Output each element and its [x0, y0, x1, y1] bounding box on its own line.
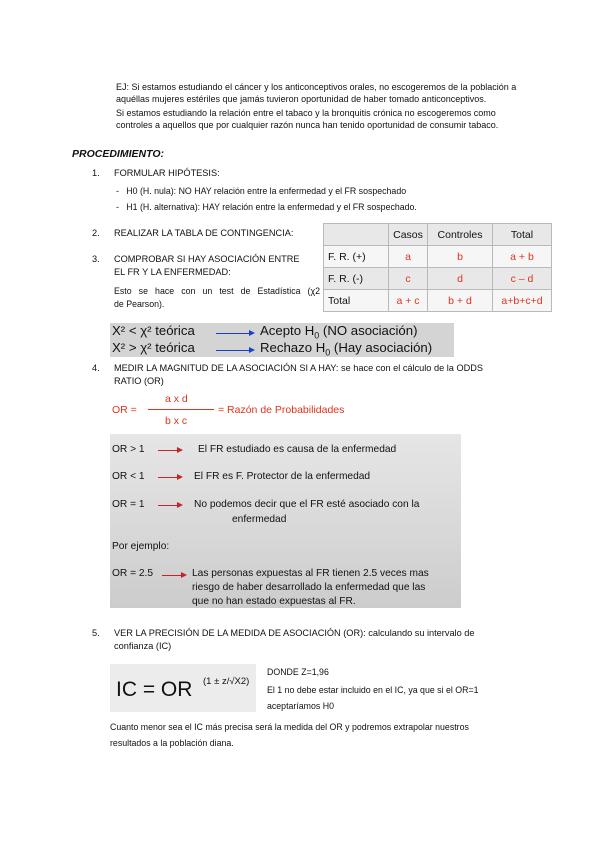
step-title-cont: RATIO (OR) [114, 376, 164, 386]
table-header-cell: Total [493, 224, 552, 246]
arrowhead-icon [249, 330, 255, 336]
table-cell: a [389, 246, 428, 268]
or-label: OR = 1 [112, 499, 145, 510]
subscript: 0 [325, 347, 331, 358]
intro-line: EJ: Si estamos estudiando el cáncer y los anticonceptivos orales, no escogeremos de la población a [116, 82, 517, 92]
table-row-label: F. R. (+) [324, 246, 389, 268]
or-meaning-cont: riesgo de haber desarrollado la enfermedad que las [192, 582, 426, 593]
or-meaning: Las personas expuestas al FR tienen 2.5 veces mas [192, 568, 429, 579]
table-cell: b [428, 246, 493, 268]
or-numerator: a x d [165, 393, 188, 405]
table-cell: a+b+c+d [493, 290, 552, 312]
step-4 [92, 362, 483, 388]
step-2 [92, 227, 293, 240]
conclusion [110, 721, 469, 750]
table-cell: b + d [428, 290, 493, 312]
chi-result [260, 340, 432, 361]
result-text: Acepto H [260, 323, 315, 338]
or-formula [110, 393, 345, 427]
or-meaning: El FR estudiado es causa de la enfermedad [198, 444, 397, 455]
ic-formula-exponent: (1 ± z/√X2) [203, 676, 250, 687]
or-interpretation-box [110, 434, 461, 608]
table-row-label: Total [324, 290, 389, 312]
table-cell: c [389, 268, 428, 290]
step-3-desc [114, 285, 320, 311]
step-title: COMPROBAR SI HAY ASOCIACIÓN ENTRE [114, 254, 300, 264]
result-text: (Hay asociación) [330, 340, 433, 355]
bullet-dash: - [116, 202, 127, 212]
table-cell: c – d [493, 268, 552, 290]
intro-paragraph [116, 81, 516, 131]
ic-formula-main: IC = OR [116, 678, 193, 701]
step-number: 3. [92, 254, 100, 264]
table-cell: d [428, 268, 493, 290]
ic-formula-box [110, 664, 256, 712]
or-denominator: b x c [165, 415, 188, 427]
chi-row-accept [110, 323, 454, 340]
result-text: (NO asociación) [319, 323, 418, 338]
step-title-cont: EL FR Y LA ENFERMEDAD: [114, 267, 231, 277]
table-cell: a + b [493, 246, 552, 268]
arrow-icon [216, 333, 250, 334]
note-line: aceptaríamos H0 [267, 701, 334, 711]
step-title-cont: confianza (IC) [114, 641, 172, 651]
arrowhead-icon [177, 474, 183, 480]
arrow-icon [216, 350, 250, 351]
h0-text: H0 (H. nula): NO HAY relación entre la enfermedad y el FR sospechado [126, 186, 407, 196]
arrowhead-icon [249, 347, 255, 353]
intro-line: controles a aquellos que por cualquier razón nunca han tenido oportunidad de consumir tabaco. [116, 120, 499, 130]
arrowhead-icon [177, 447, 183, 453]
desc-line: Esto se hace con un test de Estadística (χ2 [114, 286, 320, 296]
donde-line: DONDE Z=1,96 [267, 667, 329, 677]
step-title: MEDIR LA MAGNITUD DE LA ASOCIACIÓN SI A HAY: se hace con el cálculo de la ODDS [114, 363, 483, 373]
conclusion-line: Cuanto menor sea el IC más precisa será la medida del OR y podremos extrapolar nuestros [110, 722, 469, 732]
intro-line: aquéllas mujeres estériles que jamás tuvieron oportunidad de haber tomado anticonceptivos. [116, 94, 487, 104]
step-3 [92, 253, 299, 279]
note-line: El 1 no debe estar incluido en el IC, ya que si el OR=1 [267, 685, 479, 695]
or-label: OR = 2.5 [112, 568, 154, 579]
chi-square-box [110, 323, 454, 357]
step-number: 4. [92, 363, 100, 373]
hypothesis-h1 [116, 201, 417, 214]
result-text: Rechazo H [260, 340, 326, 355]
step-title: VER LA PRECISIÓN DE LA MEDIDA DE ASOCIACIÓN (OR): calculando su intervalo de [114, 628, 475, 638]
conclusion-line: resultados a la población diana. [110, 738, 234, 748]
step-1 [92, 167, 220, 180]
or-meaning-cont: que no han estado expuestas al FR. [192, 596, 356, 607]
or-lhs: OR = [112, 404, 137, 416]
arrow-icon [158, 505, 178, 506]
table-row-label: F. R. (-) [324, 268, 389, 290]
subscript: 0 [314, 330, 320, 341]
table-header-cell: Casos [389, 224, 428, 246]
or-label: OR < 1 [112, 471, 145, 482]
arrowhead-icon [181, 572, 187, 578]
step-number: 5. [92, 628, 100, 638]
step-title: REALIZAR LA TABLA DE CONTINGENCIA: [114, 228, 294, 238]
or-meaning-cont: enfermedad [232, 514, 287, 525]
arrow-icon [158, 450, 178, 451]
or-label: OR > 1 [112, 444, 145, 455]
h1-text: H1 (H. alternativa): HAY relación entre la enfermedad y el FR sospechado. [126, 202, 417, 212]
arrowhead-icon [177, 502, 183, 508]
bullet-dash: - [116, 186, 127, 196]
contingency-table [323, 223, 552, 312]
table-row [324, 246, 552, 268]
arrow-icon [158, 477, 178, 478]
ic-notes [267, 666, 479, 713]
step-5 [92, 627, 474, 653]
table-row [324, 290, 552, 312]
example-label: Por ejemplo: [112, 541, 170, 552]
arrow-icon [162, 575, 182, 576]
table-row [324, 268, 552, 290]
or-meaning: No podemos decir que el FR esté asociado con la [194, 499, 420, 510]
table-header-cell: Controles [428, 224, 493, 246]
chi-condition: X² > χ² teórica [112, 340, 195, 355]
chi-row-reject [110, 340, 454, 357]
hypothesis-h0 [116, 185, 406, 198]
desc-line: de Pearson). [114, 299, 165, 309]
chi-condition: X² < χ² teórica [112, 323, 195, 338]
or-meaning: El FR es F. Protector de la enfermedad [194, 471, 371, 482]
step-number: 2. [92, 228, 100, 238]
section-title: PROCEDIMIENTO: [72, 148, 164, 160]
step-number: 1. [92, 168, 100, 178]
fraction-bar [148, 409, 214, 410]
step-title: FORMULAR HIPÓTESIS: [114, 168, 220, 178]
table-cell: a + c [389, 290, 428, 312]
intro-line: Si estamos estudiando la relación entre el tabaco y la bronquitis crónica no escogeremos como [116, 108, 496, 118]
table-header-cell [324, 224, 389, 246]
or-rhs: = Razón de Probabilidades [218, 404, 345, 416]
